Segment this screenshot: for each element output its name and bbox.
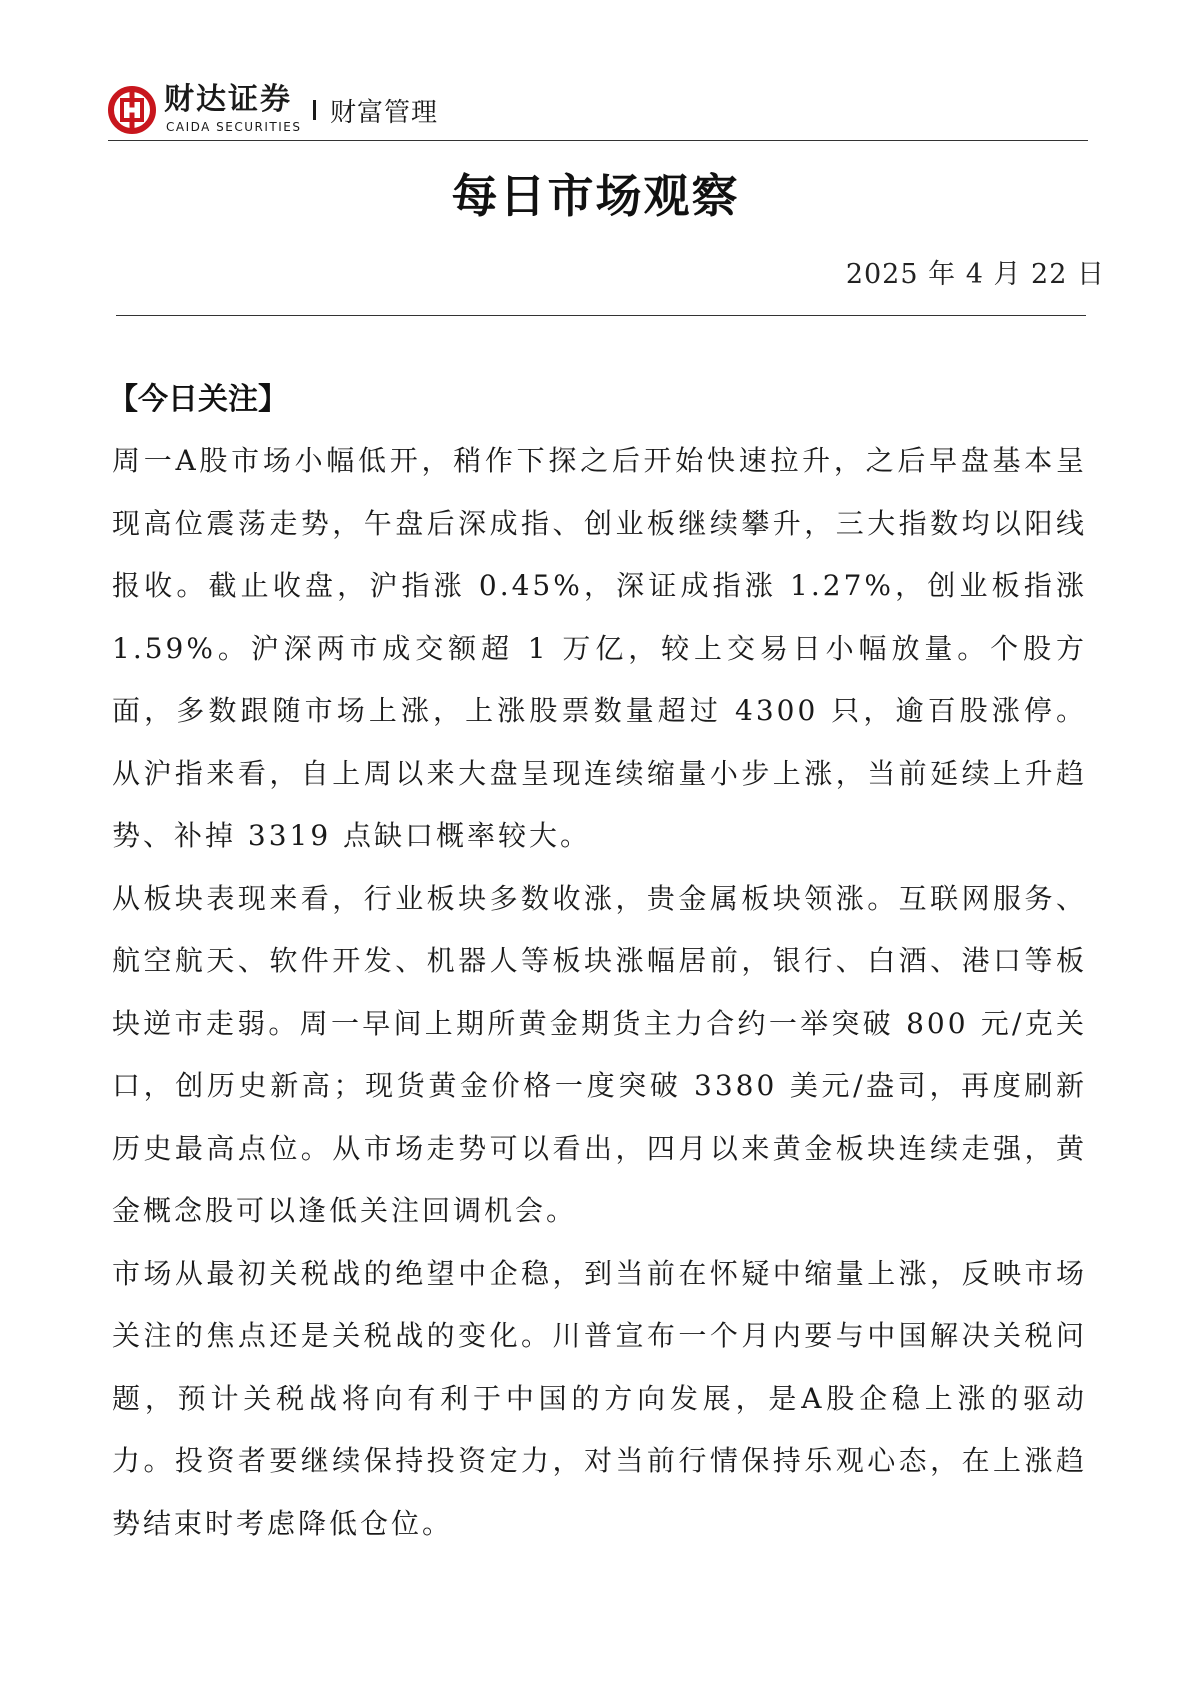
brand-name-cn: 财达证券 [164, 82, 292, 117]
paragraph: 从板块表现来看，行业板块多数收涨，贵金属板块领涨。互联网服务、航空航天、软件开发、机器人等板块涨幅居前，银行、白酒、港口等板块逆市走弱。周一早间上期所黄金期货主力合约一举突破 800 元/克关口，创历史新高；现货黄金价格一度突破 3380 美元/盎司，再度刷新历史最高点位。从市场走势可以看出，四月以来黄金板块连续走强，黄金概念股可以逢低关注回调机会。 [112, 881, 1087, 1227]
article-body [112, 430, 1087, 1555]
paragraph: 周一A股市场小幅低开，稍作下探之后开始快速拉升，之后早盘基本呈现高位震荡走势，午盘后深成指、创业板继续攀升，三大指数均以阳线报收。截止收盘，沪指涨 0.45%，深证成指涨 1.27%，创业板指涨 1.59%。沪深两市成交额超 1 万亿，较上交易日小幅放量。个股方面，多数跟随市场上涨，上涨股票数量超过 4300 只，逾百股涨停。从沪指来看，自上周以来大盘呈现连续缩量小步上涨，当前延续上升趋势、补掉 3319 点缺口概率较大。 [112, 444, 1087, 852]
brand-name-en: CAIDA SECURITIES [166, 120, 302, 134]
page-header [108, 82, 1088, 142]
section-heading: 【今日关注】 [108, 382, 288, 417]
page-title: 每日市场观察 [451, 169, 740, 223]
brand-separator [313, 100, 316, 120]
title-divider [116, 315, 1086, 316]
report-date: 2025 年 4 月 22 日 [845, 259, 1105, 290]
brand-subtitle: 财富管理 [330, 98, 439, 128]
header-divider [108, 140, 1088, 141]
paragraph: 市场从最初关税战的绝望中企稳，到当前在怀疑中缩量上涨，反映市场关注的焦点还是关税战的变化。川普宣布一个月内要与中国解决关税问题，预计关税战将向有利于中国的方向发展，是A股企稳上涨的驱动力。投资者要继续保持投资定力，对当前行情保持乐观心态，在上涨趋势结束时考虑降低仓位。 [112, 1256, 1087, 1540]
caida-logo-icon [108, 86, 156, 134]
